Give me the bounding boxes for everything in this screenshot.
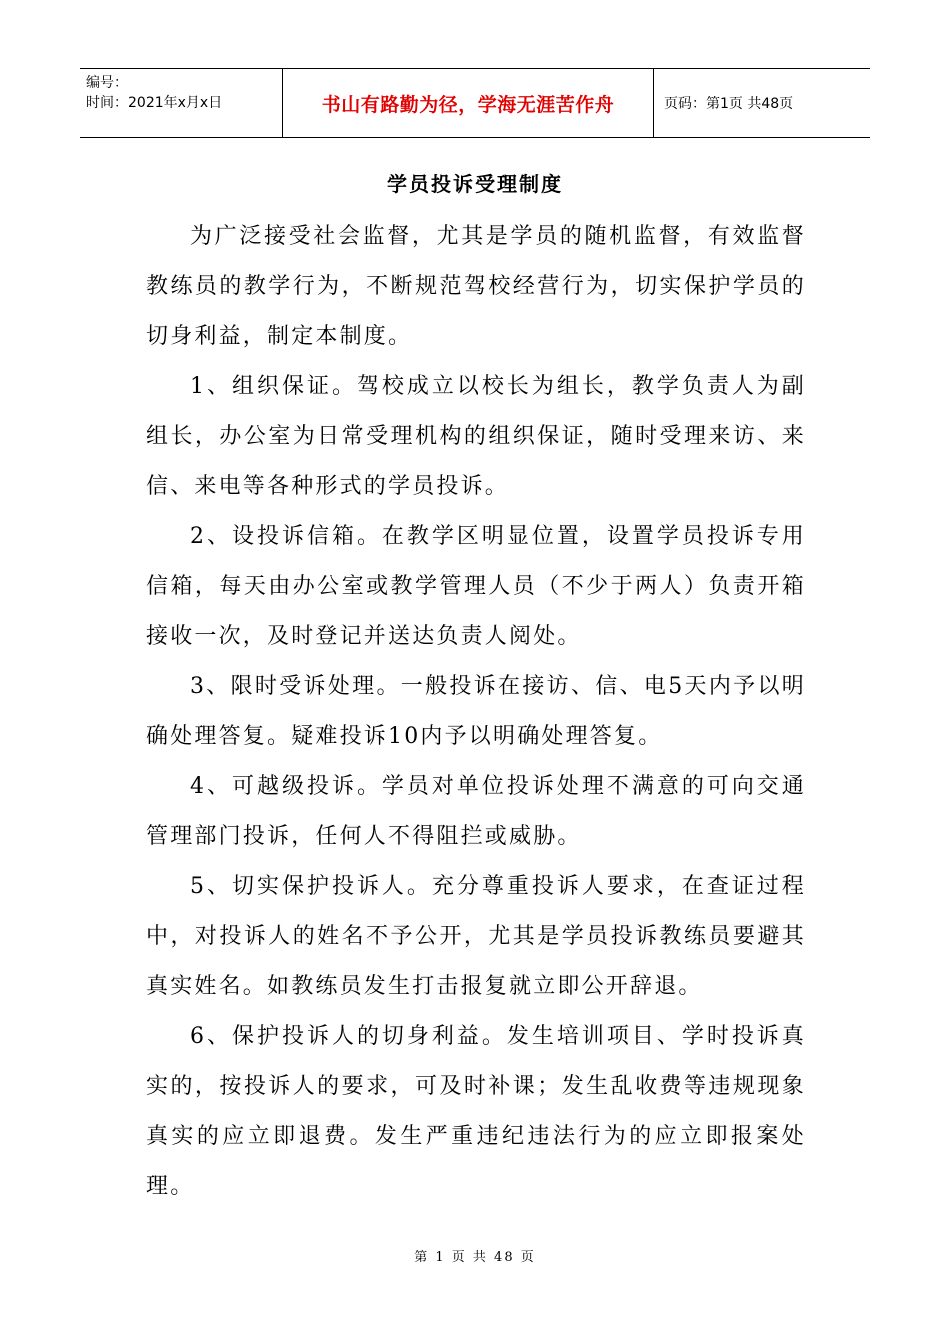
header-page-cell <box>654 69 870 137</box>
clause-paragraph-1: 1、组织保证。驾校成立以校长为组长，教学负责人为副组长，办公室为日常受理机构的组织保证，随时受理来访、来信、来电等各种形式的学员投诉。 <box>146 374 806 499</box>
page-header <box>80 68 870 138</box>
document-title: 学员投诉受理制度 <box>387 172 563 196</box>
clause-paragraph-5: 5、切实保护投诉人。充分尊重投诉人要求，在查证过程中，对投诉人的姓名不予公开，尤其是学员投诉教练员要避其真实姓名。如教练员发生打击报复就立即公开辞退。 <box>146 874 806 999</box>
document-body <box>146 212 806 1212</box>
header-motto-cell <box>282 69 654 137</box>
clause-paragraph-2: 2、设投诉信箱。在教学区明显位置，设置学员投诉专用信箱，每天由办公室或教学管理人员（不少于两人）负责开箱接收一次，及时登记并送达负责人阅处。 <box>146 524 806 649</box>
intro-paragraph: 为广泛接受社会监督，尤其是学员的随机监督，有效监督教练员的教学行为，不断规范驾校经营行为，切实保护学员的切身利益，制定本制度。 <box>146 224 806 349</box>
header-motto: 书山有路勤为径，学海无涯苦作舟 <box>321 93 615 116</box>
clause-paragraph-3: 3、限时受诉处理。一般投诉在接访、信、电5天内予以明确处理答复。疑难投诉10内予以明确处理答复。 <box>146 674 806 749</box>
header-page-info: 页码：第1页 共48页 <box>664 96 794 112</box>
document-time-label: 时间：2021年x月x日 <box>86 95 223 111</box>
page-footer: 第 1 页 共 48 页 <box>414 1250 536 1265</box>
clause-paragraph-6: 6、保护投诉人的切身利益。发生培训项目、学时投诉真实的，按投诉人的要求，可及时补课；发生乱收费等违规现象真实的应立即退费。发生严重违纪违法行为的应立即报案处理。 <box>146 1024 806 1199</box>
document-number-label: 编号： <box>86 75 128 91</box>
clause-paragraph-4: 4、可越级投诉。学员对单位投诉处理不满意的可向交通管理部门投诉，任何人不得阻拦或威胁。 <box>146 774 806 849</box>
header-meta <box>80 69 282 137</box>
